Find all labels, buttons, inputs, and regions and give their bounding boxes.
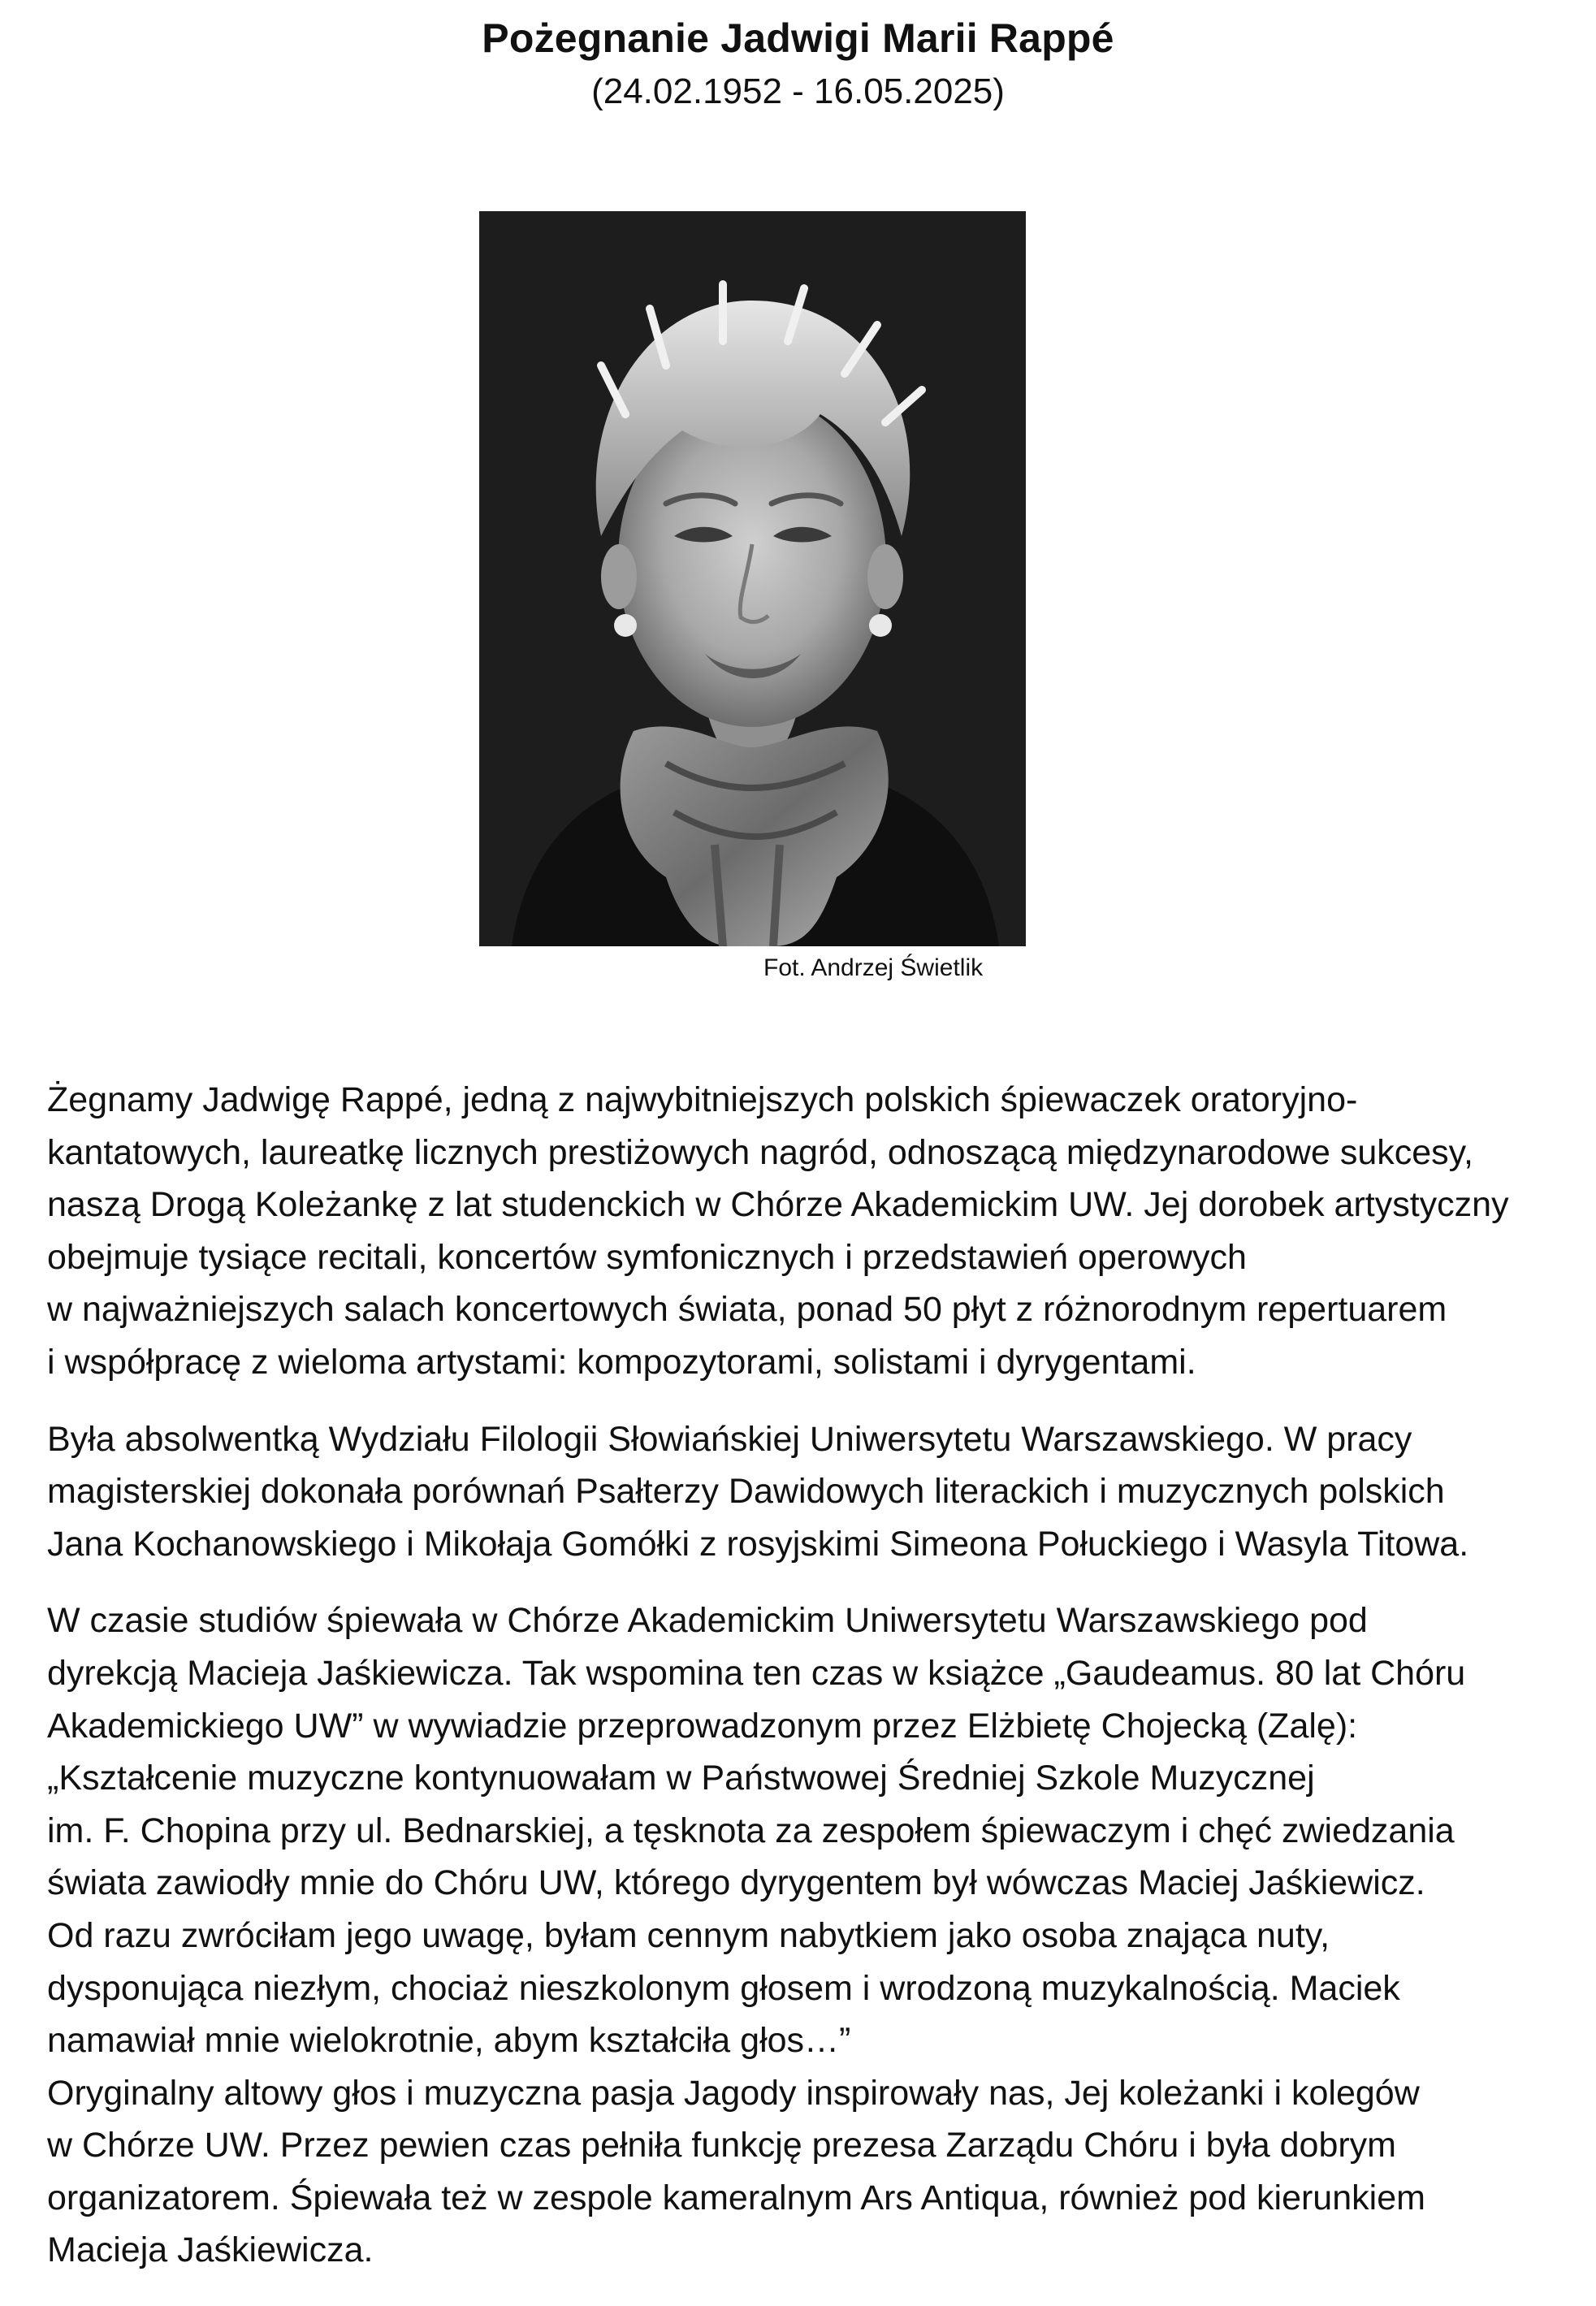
portrait-illustration [479, 211, 1026, 946]
text-line: dyrekcją Macieja Jaśkiewicza. Tak wspomina ten czas w książce „Gaudeamus. 80 lat Chóru [47, 1653, 1466, 1693]
text-line: dysponująca niezłym, chociaż nieszkolonym głosem i wrodzoną muzykalnością. Maciek [47, 1968, 1400, 2008]
photo-caption: Fot. Andrzej Świetlik [763, 954, 984, 981]
page-title: Pożegnanie Jadwigi Marii Rappé [482, 15, 1114, 61]
text-line: naszą Drogą Koleżankę z lat studenckich w Chórze Akademickim UW. Jej dorobek artystyczny [47, 1185, 1509, 1225]
text-line: i współpracę z wieloma artystami: kompozytorami, solistami i dyrygentami. [47, 1342, 1196, 1382]
life-dates: (24.02.1952 - 16.05.2025) [591, 71, 1005, 111]
text-line: Macieja Jaśkiewicza. [47, 2230, 374, 2270]
paragraph-choir [47, 1594, 1574, 2277]
text-line: organizatorem. Śpiewała też w zespole kameralnym Ars Antiqua, również pod kierunkiem [47, 2178, 1425, 2217]
text-line: świata zawiodły mnie do Chóru UW, którego dyrygentem był wówczas Maciej Jaśkiewicz. [47, 1863, 1425, 1903]
portrait-photo [479, 211, 1026, 946]
text-line: Była absolwentką Wydziału Filologii Słowiańskiej Uniwersytetu Warszawskiego. W pracy [47, 1419, 1412, 1459]
text-line: im. F. Chopina przy ul. Bednarskiej, a tęsknota za zespołem śpiewaczym i chęć zwiedzania [47, 1811, 1455, 1850]
text-line: W czasie studiów śpiewała w Chórze Akademickim Uniwersytetu Warszawskiego pod [47, 1601, 1368, 1641]
text-line: obejmuje tysiące recitali, koncertów symfonicznych i przedstawień operowych [47, 1237, 1247, 1277]
text-line: w najważniejszych salach koncertowych świata, ponad 50 płyt z różnorodnym repertuarem [47, 1290, 1447, 1330]
text-line: Od razu zwróciłam jego uwagę, byłam cennym nabytkiem jako osoba znająca nuty, [47, 1915, 1330, 1955]
text-line: w Chórze UW. Przez pewien czas pełniła funkcję prezesa Zarządu Chóru i była dobrym [47, 2126, 1397, 2165]
paragraph-education [47, 1413, 1574, 1571]
text-line: Żegnamy Jadwigę Rappé, jedną z najwybitniejszych polskich śpiewaczek oratoryjno- [47, 1080, 1358, 1119]
text-line: „Kształcenie muzyczne kontynuowałam w Państwowej Średniej Szkole Muzycznej [47, 1759, 1315, 1798]
paragraph-intro [47, 1074, 1574, 1389]
text-line: namawiał mnie wielokrotnie, abym kształciła głos…” [47, 2021, 851, 2061]
text-line: Akademickiego UW” w wywiadzie przeprowadzonym przez Elżbietę Chojecką (Zalę): [47, 1706, 1358, 1746]
text-line: Jana Kochanowskiego i Mikołaja Gomółki z rosyjskimi Simeona Połuckiego i Wasyla Titowa. [47, 1524, 1469, 1564]
text-line: Oryginalny altowy głos i muzyczna pasja Jagody inspirowały nas, Jej koleżanki i kolegów [47, 2073, 1420, 2113]
article-body [47, 1074, 1574, 2301]
text-line: kantatowych, laureatkę licznych prestiżowych nagród, odnoszącą międzynarodowe sukcesy, [47, 1132, 1473, 1172]
text-line: magisterskiej dokonała porównań Psałterzy Dawidowych literackich i muzycznych polskich [47, 1472, 1445, 1512]
